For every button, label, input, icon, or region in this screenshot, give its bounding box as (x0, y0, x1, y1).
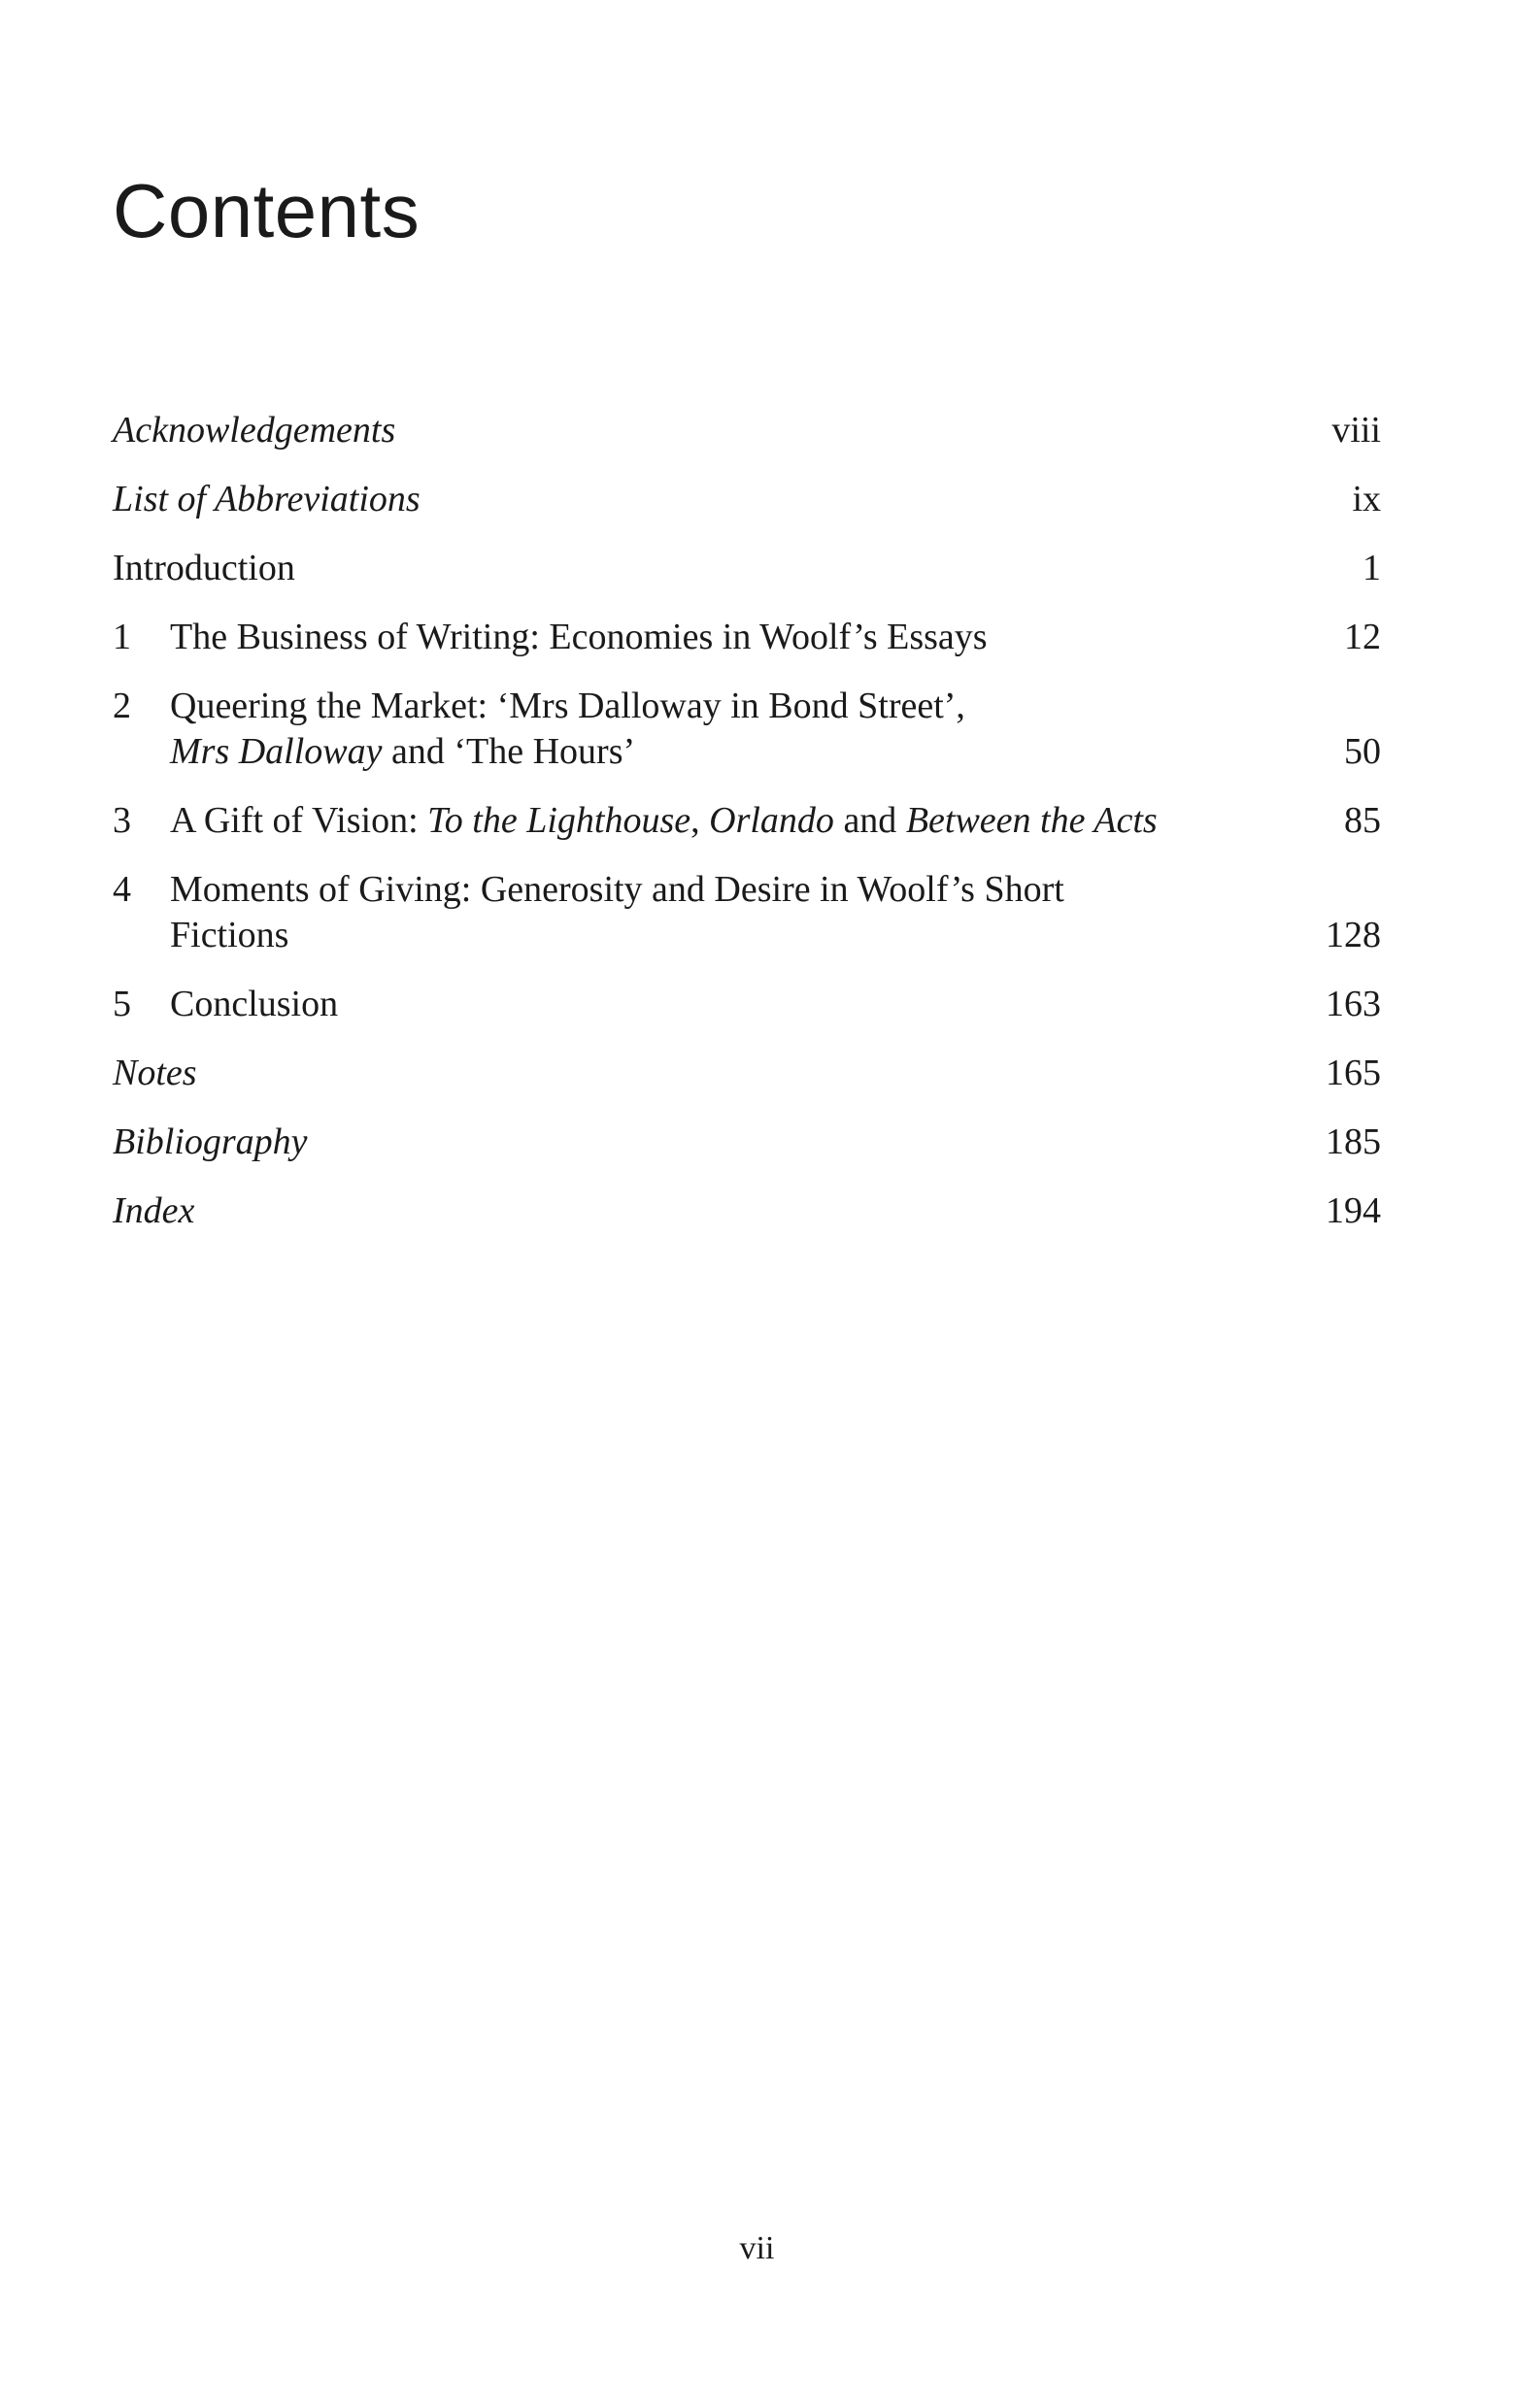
toc-entry-title-line: and ‘The Hours’ (382, 731, 636, 772)
toc-entry-chapter-3[interactable] (113, 798, 1381, 844)
toc-entry-title (170, 684, 1344, 775)
toc-entry-title-italic: Mrs Dalloway (170, 731, 383, 772)
toc-entry-title-line: Fictions (170, 915, 289, 955)
toc-entry-title-part: A Gift of Vision: (170, 800, 428, 841)
toc-entry-title: The Business of Writing: Economies in Woolf’s Essays (170, 617, 988, 657)
toc-entry-page: viii (1331, 410, 1381, 451)
page-number: vii (739, 2230, 775, 2266)
toc-entry-title-line: Moments of Giving: Generosity and Desire in Woolf’s Short (170, 869, 1064, 910)
toc-entry-title-italic: To the Lighthouse (427, 800, 691, 841)
toc-entry-title-part: , (690, 800, 710, 841)
toc-entry-page: 12 (1344, 617, 1381, 657)
toc-entry-number: 1 (113, 617, 131, 657)
toc-entry-title: List of Abbreviations (113, 479, 421, 519)
toc-entry-number: 5 (113, 984, 131, 1024)
toc-entry-page: 165 (1326, 1053, 1381, 1093)
toc-entry-introduction[interactable] (113, 546, 1381, 591)
toc-entry-chapter-5[interactable] (113, 982, 1381, 1027)
toc-entry-title: Index (113, 1190, 195, 1231)
table-of-contents (113, 408, 1381, 1257)
toc-entry-title-part: and (833, 800, 906, 841)
toc-entry-page: 194 (1326, 1190, 1381, 1231)
toc-entry-notes[interactable] (113, 1051, 1381, 1096)
toc-entry-page: ix (1352, 479, 1381, 519)
toc-entry-page: 185 (1326, 1121, 1381, 1162)
toc-entry-title: Notes (113, 1053, 197, 1093)
toc-entry-page: 163 (1326, 984, 1381, 1024)
toc-entry-page: 50 (1344, 731, 1381, 772)
toc-entry-title: Introduction (113, 548, 295, 588)
toc-entry-chapter-4[interactable] (113, 867, 1381, 958)
toc-entry-title-line: Queering the Market: ‘Mrs Dalloway in Bond Street’, (170, 686, 965, 726)
toc-entry-bibliography[interactable] (113, 1120, 1381, 1165)
toc-entry-number: 4 (113, 869, 131, 910)
toc-entry-title-italic: Orlando (709, 800, 834, 841)
toc-entry-abbreviations[interactable] (113, 477, 1381, 522)
toc-entry-title: Acknowledgements (113, 410, 396, 451)
toc-entry-index[interactable] (113, 1188, 1381, 1234)
toc-entry-title-italic: Between the Acts (905, 800, 1158, 841)
toc-entry-title (170, 867, 1326, 958)
toc-entry-title: Conclusion (170, 984, 339, 1024)
toc-entry-page: 85 (1344, 800, 1381, 841)
toc-entry-title: Bibliography (113, 1121, 308, 1162)
toc-entry-chapter-1[interactable] (113, 615, 1381, 660)
toc-entry-title (170, 798, 1344, 844)
toc-entry-page: 1 (1363, 548, 1381, 588)
toc-entry-number: 2 (113, 686, 131, 726)
page-title: Contents (113, 168, 421, 253)
toc-entry-page: 128 (1326, 915, 1381, 955)
toc-entry-number: 3 (113, 800, 131, 841)
toc-entry-acknowledgements[interactable] (113, 408, 1381, 453)
toc-entry-chapter-2[interactable] (113, 684, 1381, 775)
